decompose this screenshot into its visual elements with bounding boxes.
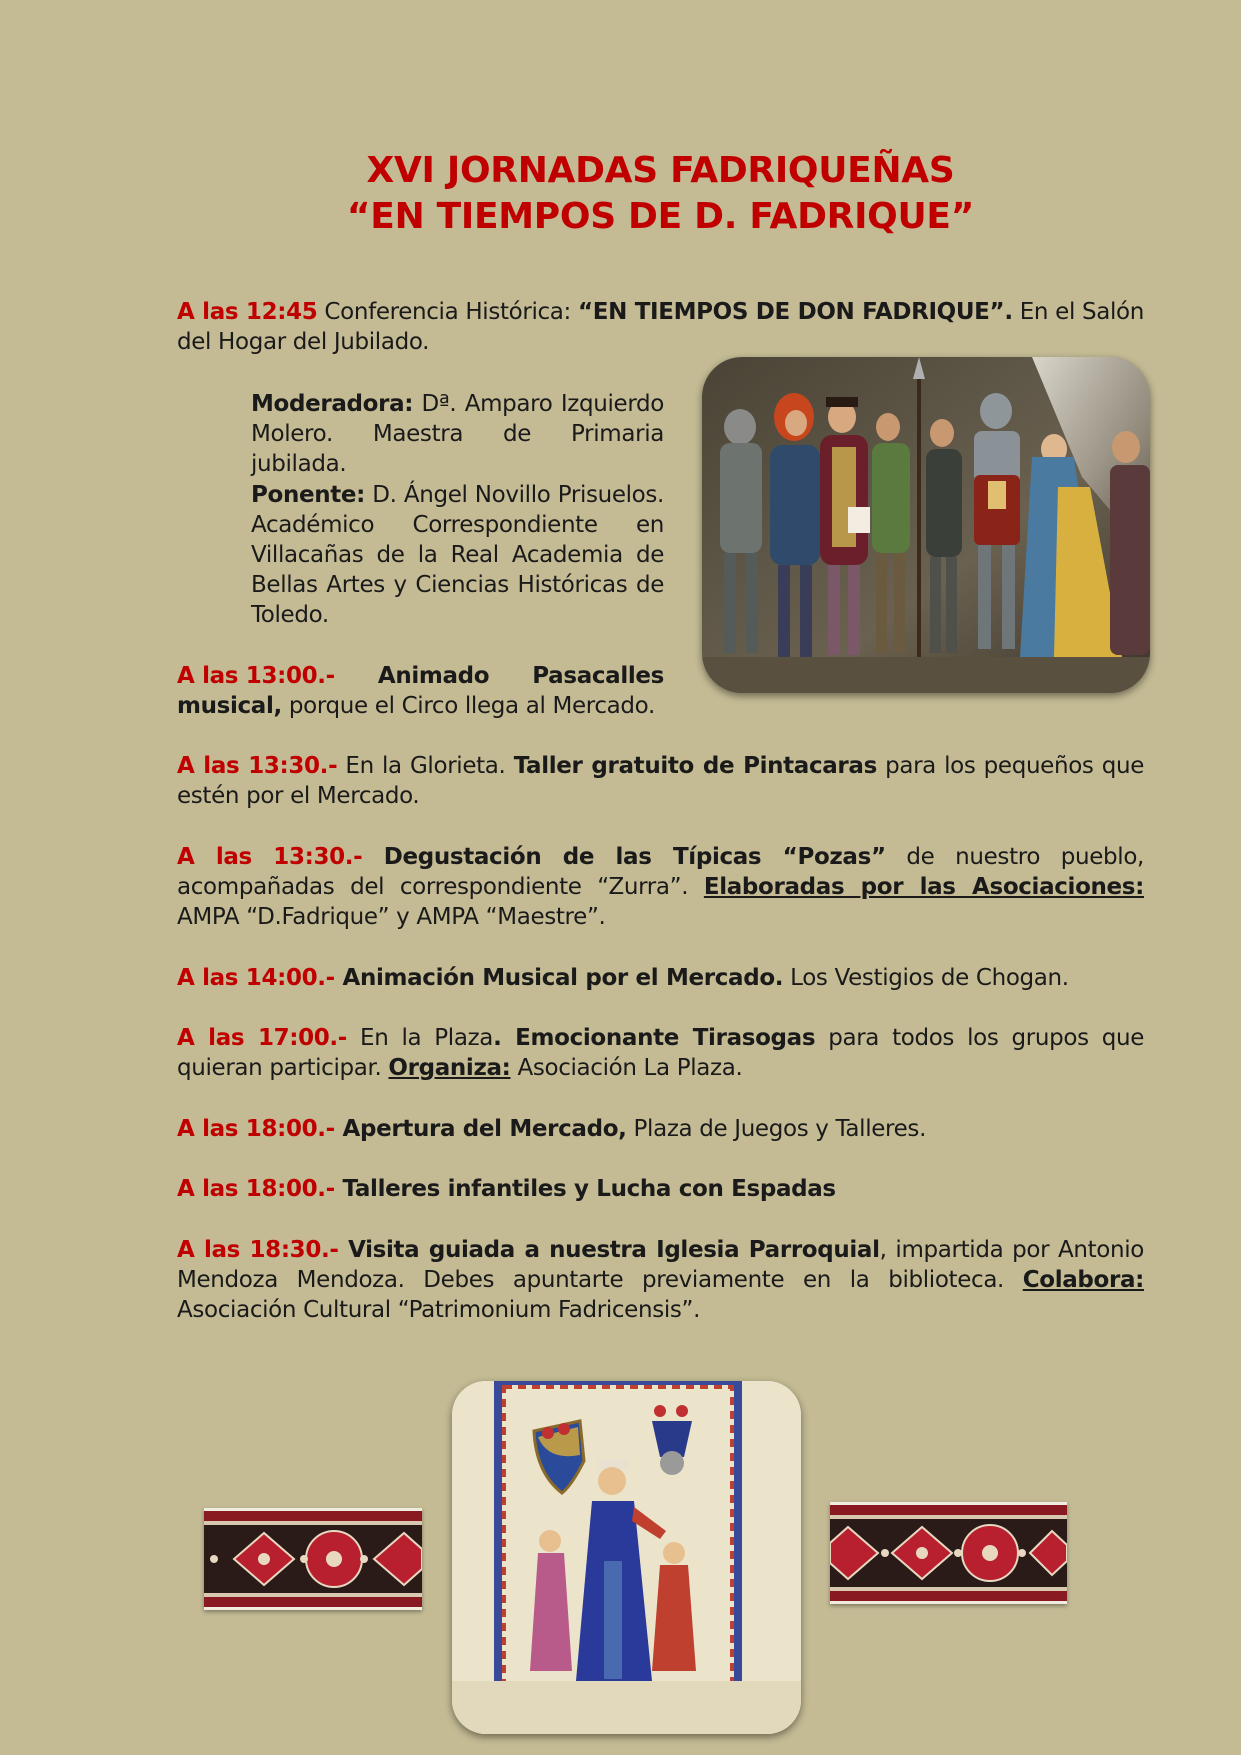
event-text: En la Plaza [347,1025,494,1051]
event-title-word-2: Pasacalles [532,663,664,689]
event-time: A las 14:00.- [177,965,335,991]
event-time: A las 17:00.- [177,1025,347,1051]
event-text: para todos los grupos que quieran participar. [177,1025,1145,1081]
event-title: Visita guiada a nuestra Iglesia Parroquial [338,1237,880,1263]
event-time: A las 12:45 [177,299,318,325]
event-time: A las 13:00.- [177,663,335,689]
event-text: Plaza de Juegos y Talleres. [626,1116,927,1142]
event-line [177,691,664,721]
event-text: Asociación La Plaza. [510,1055,743,1081]
event-text-location: En el Salón del Hogar del Jubilado. [177,299,1144,355]
event-text: Conferencia Histórica: [317,299,578,325]
speaker-text: D. Ángel Novillo Prisuelos. Académico Correspondiente en Villacañas de la Real Academia de Bellas Artes y Ciencias Históricas de Toledo. [251,482,664,628]
event-1245-conference [177,297,1144,357]
event-1400-music [177,963,1144,993]
event-text: porque el Circo llega al Mercado. [281,693,655,719]
event-text: para los pequeños que estén por el Mercado. [177,753,1144,809]
moderator-text: Dª. Amparo Izquierdo Molero. Maestra de Primaria jubilada. [251,391,664,477]
event-title: Taller gratuito de Pintacaras [513,753,877,779]
event-time: A las 13:30.- [177,753,338,779]
page-title [0,148,1241,240]
event-text: AMPA “D.Fadrique” y AMPA “Maestre”. [177,904,606,930]
event-title: Apertura del Mercado, [334,1116,627,1142]
event-1800-market-opening [177,1114,1144,1144]
event-organizers-label: Elaboradas por las Asociaciones: [703,874,1144,900]
event-title-word-3: musical, [177,693,282,719]
manuscript-king-image [452,1381,801,1734]
event-time: A las 13:30.- [177,844,363,870]
ornament-band-right [830,1502,1067,1604]
event-text: En la Glorieta. [337,753,514,779]
event-time: A las 18:30.- [177,1237,339,1263]
event-title: Talleres infantiles y Lucha con Espadas [334,1176,836,1202]
event-time: A las 18:00.- [177,1176,335,1202]
speaker-info [251,480,664,630]
event-title: “EN TIEMPOS DE DON FADRIQUE”. [577,299,1013,325]
event-time: A las 18:00.- [177,1116,335,1142]
ornament-band-left [204,1508,422,1610]
event-text: Los Vestigios de Chogan. [783,965,1069,991]
speaker-label: Ponente: [251,482,365,508]
event-text: , impartida por Antonio Mendoza Mendoza. Debes apuntarte previamente en la biblioteca. [177,1237,1144,1293]
event-1330-face-painting [177,751,1144,811]
event-text: de nuestro pueblo, acompañadas del correspondiente “Zurra”. [177,844,1145,900]
title-line-1: XVI JORNADAS FADRIQUEÑAS [366,150,955,191]
event-1300-parade [177,661,664,721]
title-line-2: “EN TIEMPOS DE D. FADRIQUE” [346,196,975,237]
event-collaborator-label: Colabora: [1022,1267,1144,1293]
event-title: Degustación de las Típicas “Pozas” [362,844,886,870]
moderator-info [251,389,664,479]
event-title-word-1: Animado [377,663,490,689]
event-text: Asociación Cultural “Patrimonium Fadricensis”. [177,1297,701,1323]
event-title: . Emocionante Tirasogas [493,1025,816,1051]
event-1800-workshops [177,1174,1144,1204]
moderator-label: Moderadora: [251,391,414,417]
event-1830-church-visit [177,1235,1144,1325]
event-line [177,661,664,691]
event-organizer-label: Organiza: [388,1055,511,1081]
medieval-knights-image [702,357,1150,693]
event-title: Animación Musical por el Mercado. [334,965,784,991]
event-1330-tasting [177,842,1144,932]
event-1700-tug-of-war [177,1023,1144,1083]
